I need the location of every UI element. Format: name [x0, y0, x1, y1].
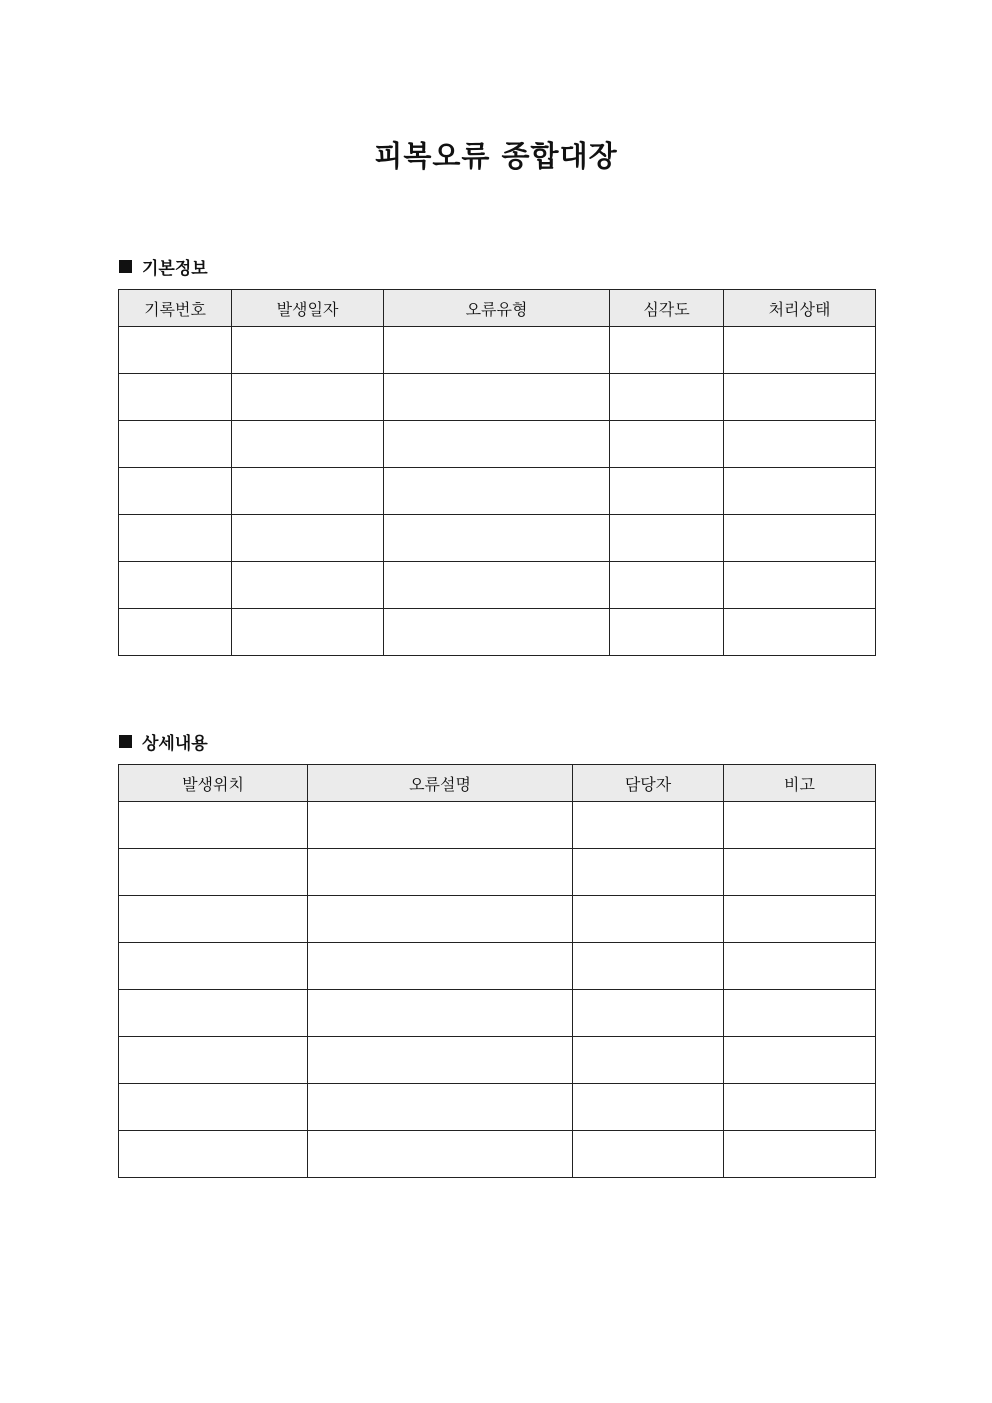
- table-cell[interactable]: [573, 896, 724, 943]
- table-cell[interactable]: [724, 1084, 876, 1131]
- table-row: [119, 374, 876, 421]
- table-row: [119, 327, 876, 374]
- table-cell[interactable]: [384, 562, 610, 609]
- table-cell[interactable]: [119, 562, 232, 609]
- table-cell[interactable]: [232, 327, 384, 374]
- table-cell[interactable]: [724, 990, 876, 1037]
- table-cell[interactable]: [384, 468, 610, 515]
- table-cell[interactable]: [119, 374, 232, 421]
- table-row: [119, 896, 876, 943]
- table-cell[interactable]: [573, 802, 724, 849]
- table-row: [119, 421, 876, 468]
- table-cell[interactable]: [724, 374, 876, 421]
- table-cell[interactable]: [724, 327, 876, 374]
- column-header-error-description: 오류설명: [308, 765, 573, 802]
- table-cell[interactable]: [232, 562, 384, 609]
- table-cell[interactable]: [308, 1037, 573, 1084]
- column-header-occurrence-date: 발생일자: [232, 290, 384, 327]
- table-row: [119, 515, 876, 562]
- table-cell[interactable]: [119, 609, 232, 656]
- table-cell[interactable]: [573, 1037, 724, 1084]
- table-row: [119, 1037, 876, 1084]
- table-cell[interactable]: [308, 802, 573, 849]
- table-cell[interactable]: [610, 562, 724, 609]
- section-heading-basic-info: [119, 254, 208, 279]
- table-header-row: [119, 765, 876, 802]
- table-cell[interactable]: [384, 515, 610, 562]
- table-cell[interactable]: [308, 896, 573, 943]
- column-header-status: 처리상태: [724, 290, 876, 327]
- table-cell[interactable]: [610, 327, 724, 374]
- table-cell[interactable]: [119, 943, 308, 990]
- table-cell[interactable]: [119, 1131, 308, 1178]
- details-table: [118, 764, 876, 1178]
- table-cell[interactable]: [610, 468, 724, 515]
- table-cell[interactable]: [119, 1084, 308, 1131]
- square-icon: [119, 260, 132, 273]
- table-row: [119, 990, 876, 1037]
- table-cell[interactable]: [119, 515, 232, 562]
- table-cell[interactable]: [384, 421, 610, 468]
- section-heading-details: [119, 729, 208, 754]
- table-row: [119, 1131, 876, 1178]
- table-cell[interactable]: [119, 421, 232, 468]
- table-cell[interactable]: [232, 515, 384, 562]
- table-cell[interactable]: [724, 515, 876, 562]
- table-cell[interactable]: [573, 849, 724, 896]
- table-cell[interactable]: [232, 468, 384, 515]
- table-cell[interactable]: [119, 802, 308, 849]
- table-cell[interactable]: [119, 990, 308, 1037]
- table-cell[interactable]: [384, 609, 610, 656]
- table-cell[interactable]: [573, 1131, 724, 1178]
- table-cell[interactable]: [119, 1037, 308, 1084]
- table-row: [119, 1084, 876, 1131]
- table-row: [119, 609, 876, 656]
- table-row: [119, 802, 876, 849]
- page-title: 피복오류 종합대장: [374, 139, 618, 173]
- table-cell[interactable]: [232, 374, 384, 421]
- table-cell[interactable]: [610, 515, 724, 562]
- table-cell[interactable]: [724, 562, 876, 609]
- column-header-remarks: 비고: [724, 765, 876, 802]
- table-cell[interactable]: [724, 609, 876, 656]
- column-header-assignee: 담당자: [573, 765, 724, 802]
- table-cell[interactable]: [308, 943, 573, 990]
- table-cell[interactable]: [610, 374, 724, 421]
- square-icon: [119, 735, 132, 748]
- table-cell[interactable]: [724, 896, 876, 943]
- table-cell[interactable]: [119, 896, 308, 943]
- table-row: [119, 562, 876, 609]
- table-cell[interactable]: [119, 849, 308, 896]
- table-cell[interactable]: [573, 990, 724, 1037]
- table-cell[interactable]: [384, 374, 610, 421]
- table-cell[interactable]: [724, 1037, 876, 1084]
- table-cell[interactable]: [308, 990, 573, 1037]
- table-cell[interactable]: [308, 849, 573, 896]
- table-header-row: [119, 290, 876, 327]
- column-header-error-type: 오류유형: [384, 290, 610, 327]
- table-row: [119, 468, 876, 515]
- table-cell[interactable]: [724, 849, 876, 896]
- table-row: [119, 943, 876, 990]
- table-cell[interactable]: [724, 468, 876, 515]
- table-cell[interactable]: [232, 421, 384, 468]
- table-cell[interactable]: [610, 421, 724, 468]
- table-cell[interactable]: [119, 327, 232, 374]
- table-cell[interactable]: [724, 943, 876, 990]
- column-header-record-number: 기록번호: [119, 290, 232, 327]
- table-cell[interactable]: [724, 421, 876, 468]
- table-cell[interactable]: [573, 943, 724, 990]
- table-cell[interactable]: [724, 1131, 876, 1178]
- table-cell[interactable]: [724, 802, 876, 849]
- table-cell[interactable]: [119, 468, 232, 515]
- table-cell[interactable]: [308, 1084, 573, 1131]
- table-row: [119, 849, 876, 896]
- column-header-severity: 심각도: [610, 290, 724, 327]
- table-cell[interactable]: [232, 609, 384, 656]
- table-cell[interactable]: [384, 327, 610, 374]
- column-header-location: 발생위치: [119, 765, 308, 802]
- section-heading-label: 기본정보: [142, 259, 208, 279]
- table-cell[interactable]: [610, 609, 724, 656]
- table-cell[interactable]: [308, 1131, 573, 1178]
- table-cell[interactable]: [573, 1084, 724, 1131]
- section-heading-label: 상세내용: [142, 734, 208, 754]
- basic-info-table: [118, 289, 876, 656]
